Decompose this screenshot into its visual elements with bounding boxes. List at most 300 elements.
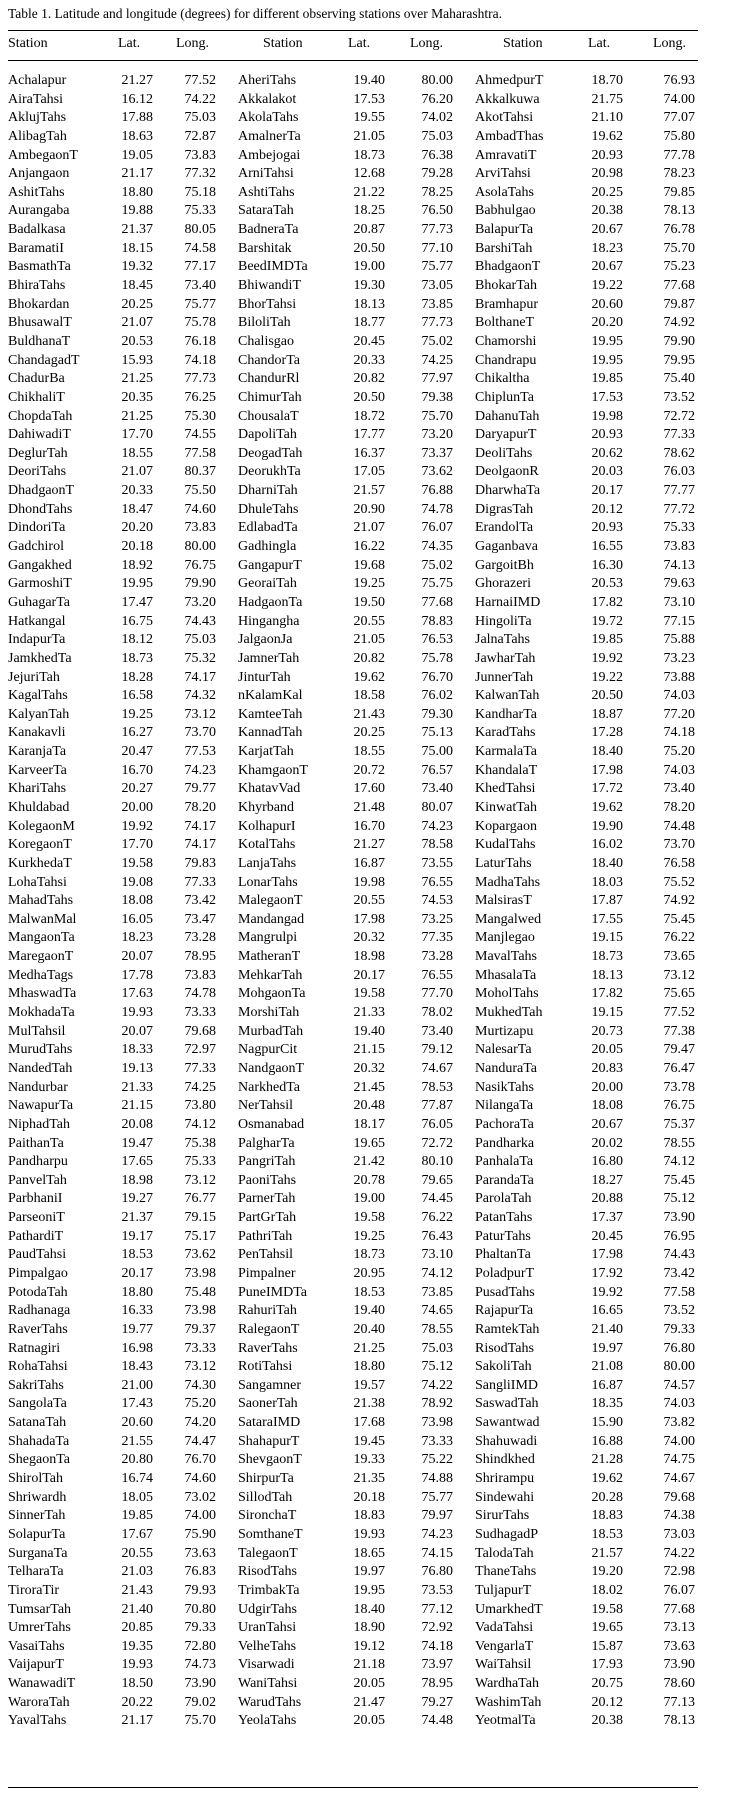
longitude-cell: 77.10 [421, 240, 453, 256]
station-name-cell: ChousalaT [238, 408, 299, 424]
station-name-cell: MangaonTa [8, 930, 75, 946]
station-name-cell: PachoraTa [475, 1116, 534, 1132]
station-name-cell: Babhulgao [475, 203, 536, 219]
longitude-cell: 75.45 [663, 911, 695, 927]
latitude-cell: 20.90 [353, 501, 385, 517]
table-row [8, 352, 698, 371]
latitude-cell: 20.47 [121, 744, 153, 760]
station-name-cell: BadneraTa [238, 222, 299, 238]
latitude-cell: 16.98 [121, 1340, 153, 1356]
station-name-cell: Gadhingla [238, 539, 297, 555]
table-row [8, 1097, 698, 1116]
longitude-cell: 73.47 [184, 911, 216, 927]
station-name-cell: BhokarTah [475, 278, 538, 294]
longitude-cell: 75.30 [184, 408, 216, 424]
station-name-cell: PenTahsil [238, 1247, 294, 1263]
station-name-cell: MokhadaTa [8, 1005, 75, 1021]
latitude-cell: 19.57 [353, 1377, 385, 1393]
table-row [8, 1265, 698, 1284]
longitude-cell: 74.43 [184, 613, 216, 629]
longitude-cell: 76.70 [421, 669, 453, 685]
longitude-cell: 79.90 [663, 333, 695, 349]
longitude-cell: 76.22 [421, 1210, 453, 1226]
station-name-cell: JunnerTah [475, 669, 534, 685]
longitude-cell: 77.73 [421, 222, 453, 238]
latitude-cell: 21.03 [121, 1564, 153, 1580]
latitude-cell: 19.62 [353, 669, 385, 685]
longitude-cell: 74.25 [421, 352, 453, 368]
longitude-cell: 76.43 [421, 1228, 453, 1244]
longitude-cell: 78.25 [421, 184, 453, 200]
longitude-cell: 75.02 [421, 333, 453, 349]
table-row [8, 1116, 698, 1135]
latitude-cell: 19.05 [121, 147, 153, 163]
station-name-cell: Mangrulpi [238, 930, 298, 946]
longitude-cell: 74.43 [663, 1247, 695, 1263]
latitude-cell: 19.33 [353, 1452, 385, 1468]
longitude-cell: 75.03 [421, 1340, 453, 1356]
longitude-cell: 77.15 [663, 613, 695, 629]
latitude-cell: 16.22 [353, 539, 385, 555]
longitude-cell: 75.12 [663, 1191, 695, 1207]
station-name-cell: PaoniTahs [238, 1172, 297, 1188]
station-name-cell: NanduraTa [475, 1060, 537, 1076]
table-row [8, 165, 698, 184]
table-row [8, 687, 698, 706]
latitude-cell: 19.25 [121, 706, 153, 722]
latitude-cell: 19.95 [591, 333, 623, 349]
latitude-cell: 17.53 [353, 91, 385, 107]
latitude-cell: 21.25 [121, 371, 153, 387]
station-name-cell: WaroraTah [8, 1694, 70, 1710]
latitude-cell: 20.38 [591, 1713, 623, 1729]
longitude-cell: 76.75 [184, 557, 216, 573]
longitude-cell: 73.13 [663, 1620, 695, 1636]
table-row [8, 1507, 698, 1526]
longitude-cell: 78.13 [663, 203, 695, 219]
station-name-cell: AheriTahs [238, 73, 297, 88]
longitude-cell: 73.28 [184, 930, 216, 946]
longitude-cell: 73.53 [421, 1582, 453, 1598]
longitude-cell: 72.72 [421, 1135, 453, 1151]
latitude-cell: 21.05 [353, 632, 385, 648]
longitude-cell: 75.00 [421, 744, 453, 760]
longitude-cell: 74.22 [421, 1377, 453, 1393]
station-name-cell: KarmalaTa [475, 744, 537, 760]
station-name-cell: MhaswadTa [8, 986, 77, 1002]
longitude-cell: 73.70 [663, 837, 695, 853]
latitude-cell: 17.60 [353, 781, 385, 797]
station-name-cell: MulTahsil [8, 1023, 66, 1039]
latitude-cell: 21.75 [591, 91, 623, 107]
latitude-cell: 15.93 [121, 352, 153, 368]
station-name-cell: Shahuwadi [475, 1433, 538, 1449]
longitude-cell: 79.28 [421, 166, 453, 182]
station-name-cell: MalsirasT [475, 893, 532, 909]
station-name-cell: Shrirampu [475, 1471, 535, 1487]
latitude-cell: 17.72 [591, 781, 623, 797]
latitude-cell: 19.58 [591, 1601, 623, 1617]
station-name-cell: PathriTah [238, 1228, 293, 1244]
longitude-cell: 73.25 [421, 911, 453, 927]
station-name-cell: WardhaTah [475, 1676, 539, 1692]
table-row [8, 948, 698, 967]
longitude-cell: 75.20 [184, 1396, 216, 1412]
station-name-cell: DeogadTah [238, 445, 303, 461]
station-name-cell: TelharaTa [8, 1564, 64, 1580]
table-row [8, 296, 698, 315]
station-name-cell: Aurangaba [8, 203, 70, 219]
longitude-cell: 79.83 [184, 855, 216, 871]
latitude-cell: 20.18 [121, 539, 153, 555]
latitude-cell: 20.33 [121, 483, 153, 499]
station-name-cell: ShirolTah [8, 1471, 64, 1487]
latitude-cell: 20.38 [591, 203, 623, 219]
longitude-cell: 77.35 [421, 930, 453, 946]
longitude-cell: 73.62 [421, 464, 453, 480]
longitude-cell: 76.70 [184, 1452, 216, 1468]
latitude-cell: 16.80 [591, 1154, 623, 1170]
latitude-cell: 17.88 [121, 110, 153, 126]
station-name-cell: Khuldabad [8, 799, 70, 815]
station-name-cell: ArviTahsi [475, 166, 531, 182]
station-name-cell: KalyanTah [8, 706, 70, 722]
longitude-cell: 76.77 [184, 1191, 216, 1207]
latitude-cell: 19.15 [591, 1005, 623, 1021]
station-name-cell: KhatavVad [238, 781, 301, 797]
longitude-cell: 73.20 [421, 427, 453, 443]
station-name-cell: LanjaTahs [238, 855, 297, 871]
longitude-cell: 73.83 [184, 147, 216, 163]
latitude-cell: 19.00 [353, 259, 385, 275]
latitude-cell: 19.17 [121, 1228, 153, 1244]
latitude-cell: 21.43 [353, 706, 385, 722]
longitude-cell: 73.02 [184, 1489, 216, 1505]
longitude-cell: 75.03 [421, 128, 453, 144]
latitude-cell: 19.35 [121, 1638, 153, 1654]
station-name-cell: NandedTah [8, 1060, 73, 1076]
longitude-cell: 75.78 [421, 650, 453, 666]
longitude-cell: 74.25 [184, 1079, 216, 1095]
latitude-cell: 20.73 [591, 1023, 623, 1039]
table-row [8, 1451, 698, 1470]
longitude-cell: 78.55 [421, 1321, 453, 1337]
longitude-cell: 73.10 [663, 594, 695, 610]
station-name-cell: WaiTahsil [475, 1657, 532, 1673]
longitude-cell: 73.85 [421, 1284, 453, 1300]
longitude-cell: 77.68 [421, 594, 453, 610]
station-name-cell: TumsarTah [8, 1601, 72, 1617]
station-name-cell: EdlabadTa [238, 520, 298, 536]
longitude-cell: 74.55 [184, 427, 216, 443]
latitude-cell: 19.92 [591, 1284, 623, 1300]
latitude-cell: 16.30 [591, 557, 623, 573]
station-name-cell: VasaiTahs [8, 1638, 65, 1654]
longitude-cell: 77.68 [663, 1601, 695, 1617]
latitude-cell: 19.95 [121, 576, 153, 592]
station-name-cell: DharwhaTa [475, 483, 541, 499]
latitude-cell: 19.40 [353, 73, 385, 88]
station-name-cell: Sawantwad [475, 1415, 540, 1431]
latitude-cell: 18.73 [121, 650, 153, 666]
station-name-cell: YeotmalTa [475, 1713, 536, 1729]
station-name-cell: KolhapurI [238, 818, 296, 834]
latitude-cell: 21.00 [121, 1377, 153, 1393]
longitude-cell: 77.72 [663, 501, 695, 517]
longitude-cell: 80.07 [421, 799, 453, 815]
longitude-cell: 76.02 [421, 688, 453, 704]
table-row [8, 1041, 698, 1060]
longitude-cell: 73.90 [663, 1210, 695, 1226]
station-name-cell: AshitTahs [8, 184, 65, 200]
longitude-cell: 74.13 [663, 557, 695, 573]
longitude-cell: 79.33 [184, 1620, 216, 1636]
latitude-cell: 20.50 [353, 240, 385, 256]
table-row [8, 1638, 698, 1657]
table-row [8, 799, 698, 818]
station-name-cell: MohgaonTa [238, 986, 306, 1002]
station-name-cell: SataraIMD [238, 1415, 301, 1431]
station-name-cell: KhedTahsi [475, 781, 536, 797]
station-name-cell: BhusawalT [8, 315, 72, 331]
latitude-cell: 12.68 [353, 166, 385, 182]
table-row [8, 929, 698, 948]
header-lat-3: Lat. [588, 36, 611, 51]
longitude-cell: 80.37 [184, 464, 216, 480]
table-row [8, 519, 698, 538]
station-name-cell: KannadTah [238, 725, 303, 741]
latitude-cell: 20.27 [121, 781, 153, 797]
longitude-cell: 74.18 [184, 352, 216, 368]
latitude-cell: 17.70 [121, 837, 153, 853]
longitude-cell: 75.33 [184, 203, 216, 219]
longitude-cell: 74.22 [184, 91, 216, 107]
latitude-cell: 20.82 [353, 371, 385, 387]
longitude-cell: 74.03 [663, 688, 695, 704]
latitude-cell: 17.53 [591, 389, 623, 405]
station-name-cell: nKalamKal [238, 688, 303, 704]
latitude-cell: 21.37 [121, 222, 153, 238]
station-name-cell: SolapurTa [8, 1526, 66, 1542]
longitude-cell: 74.78 [421, 501, 453, 517]
longitude-cell: 79.63 [663, 576, 695, 592]
longitude-cell: 76.07 [421, 520, 453, 536]
longitude-cell: 76.38 [421, 147, 453, 163]
latitude-cell: 18.92 [121, 557, 153, 573]
latitude-cell: 19.85 [121, 1508, 153, 1524]
latitude-cell: 18.33 [121, 1042, 153, 1058]
longitude-cell: 76.95 [663, 1228, 695, 1244]
latitude-cell: 19.25 [353, 576, 385, 592]
station-name-cell: ChandorTa [238, 352, 301, 368]
longitude-cell: 74.17 [184, 669, 216, 685]
station-name-cell: Bhokardan [8, 296, 70, 312]
longitude-cell: 75.38 [184, 1135, 216, 1151]
station-name-cell: JejuriTah [8, 669, 60, 685]
latitude-cell: 19.25 [353, 1228, 385, 1244]
longitude-cell: 78.20 [184, 799, 216, 815]
longitude-cell: 75.45 [663, 1172, 695, 1188]
station-name-cell: KurkhedaT [8, 855, 72, 871]
latitude-cell: 20.50 [353, 389, 385, 405]
station-name-cell: Pandharka [475, 1135, 535, 1151]
latitude-cell: 21.33 [353, 1005, 385, 1021]
table-row [8, 1228, 698, 1247]
longitude-cell: 79.85 [663, 184, 695, 200]
latitude-cell: 19.45 [353, 1433, 385, 1449]
station-name-cell: BhiraTahs [8, 278, 66, 294]
station-name-cell: BarshiTah [475, 240, 533, 256]
station-name-cell: Osmanabad [238, 1116, 305, 1132]
table-row [8, 389, 698, 408]
latitude-cell: 19.58 [353, 986, 385, 1002]
longitude-cell: 73.23 [663, 650, 695, 666]
table-row [8, 1545, 698, 1564]
latitude-cell: 18.53 [591, 1526, 623, 1542]
latitude-cell: 20.67 [591, 222, 623, 238]
latitude-cell: 17.68 [353, 1415, 385, 1431]
longitude-cell: 73.20 [184, 594, 216, 610]
latitude-cell: 20.55 [121, 1545, 153, 1561]
latitude-cell: 18.05 [121, 1489, 153, 1505]
longitude-cell: 73.82 [663, 1415, 695, 1431]
station-name-cell: DeoliTahs [475, 445, 533, 461]
longitude-cell: 73.12 [184, 1359, 216, 1375]
station-name-cell: Akkalkuwa [475, 91, 540, 107]
longitude-cell: 74.60 [184, 1471, 216, 1487]
latitude-cell: 16.27 [121, 725, 153, 741]
latitude-cell: 17.82 [591, 594, 623, 610]
table-row [8, 370, 698, 389]
latitude-cell: 20.67 [591, 259, 623, 275]
station-name-cell: ShahapurT [238, 1433, 300, 1449]
longitude-cell: 75.37 [663, 1116, 695, 1132]
table-row [8, 128, 698, 147]
station-name-cell: NandgaonT [238, 1060, 305, 1076]
station-name-cell: BasmathTa [8, 259, 71, 275]
longitude-cell: 77.52 [663, 1005, 695, 1021]
latitude-cell: 21.08 [591, 1359, 623, 1375]
table-row [8, 333, 698, 352]
header-long-1: Long. [176, 36, 210, 51]
longitude-cell: 72.98 [663, 1564, 695, 1580]
longitude-cell: 73.33 [421, 1433, 453, 1449]
longitude-cell: 72.87 [184, 128, 216, 144]
latitude-cell: 18.77 [353, 315, 385, 331]
longitude-cell: 74.12 [663, 1154, 695, 1170]
latitude-cell: 18.13 [353, 296, 385, 312]
station-name-cell: NiphadTah [8, 1116, 71, 1132]
latitude-cell: 16.55 [591, 539, 623, 555]
table-row [8, 818, 698, 837]
table-row [8, 1414, 698, 1433]
latitude-cell: 17.28 [591, 725, 623, 741]
latitude-cell: 21.42 [353, 1154, 385, 1170]
station-name-cell: UmrerTahs [8, 1620, 71, 1636]
longitude-cell: 80.05 [184, 222, 216, 238]
latitude-cell: 16.75 [121, 613, 153, 629]
latitude-cell: 21.22 [353, 184, 385, 200]
station-name-cell: AlibagTah [8, 128, 67, 144]
latitude-cell: 21.05 [353, 128, 385, 144]
table-row [8, 314, 698, 333]
longitude-cell: 75.88 [663, 632, 695, 648]
longitude-cell: 73.40 [421, 781, 453, 797]
longitude-cell: 75.80 [663, 128, 695, 144]
station-name-cell: PuneIMDTa [238, 1284, 308, 1300]
table-row [8, 594, 698, 613]
table-row [8, 1712, 698, 1731]
header-rule [8, 60, 698, 61]
latitude-cell: 16.70 [121, 762, 153, 778]
station-name-cell: JinturTah [238, 669, 291, 685]
latitude-cell: 21.38 [353, 1396, 385, 1412]
latitude-cell: 18.58 [353, 688, 385, 704]
longitude-cell: 73.65 [663, 949, 695, 965]
longitude-cell: 78.53 [421, 1079, 453, 1095]
station-name-cell: Murtizapu [475, 1023, 534, 1039]
station-name-cell: Ambejogai [238, 147, 301, 163]
station-name-cell: DhadgaonT [8, 483, 75, 499]
longitude-cell: 74.45 [421, 1191, 453, 1207]
latitude-cell: 20.67 [591, 1116, 623, 1132]
header-station-3: Station [503, 36, 543, 51]
longitude-cell: 73.78 [663, 1079, 695, 1095]
table-row [8, 408, 698, 427]
station-name-cell: DahiwadiT [8, 427, 71, 443]
station-name-cell: Kanakavli [8, 725, 66, 741]
station-name-cell: PusadTahs [475, 1284, 535, 1300]
latitude-cell: 19.62 [591, 128, 623, 144]
latitude-cell: 19.95 [353, 1582, 385, 1598]
latitude-cell: 19.97 [353, 1564, 385, 1580]
longitude-cell: 78.95 [421, 1676, 453, 1692]
longitude-cell: 73.40 [184, 278, 216, 294]
table-row [8, 1563, 698, 1582]
longitude-cell: 76.03 [663, 464, 695, 480]
latitude-cell: 18.08 [121, 893, 153, 909]
station-name-cell: JamkhedTa [8, 650, 72, 666]
longitude-cell: 73.98 [421, 1415, 453, 1431]
station-name-cell: DhuleTahs [238, 501, 299, 517]
latitude-cell: 17.05 [353, 464, 385, 480]
station-name-cell: SakriTahs [8, 1377, 64, 1393]
latitude-cell: 16.88 [591, 1433, 623, 1449]
latitude-cell: 18.08 [591, 1098, 623, 1114]
station-name-cell: DharniTah [238, 483, 298, 499]
table-row [8, 1246, 698, 1265]
longitude-cell: 74.15 [421, 1545, 453, 1561]
station-name-cell: RalegaonT [238, 1321, 300, 1337]
latitude-cell: 21.47 [353, 1694, 385, 1710]
longitude-cell: 73.85 [421, 296, 453, 312]
station-name-cell: KhandalaT [475, 762, 538, 778]
longitude-cell: 76.55 [421, 874, 453, 890]
longitude-cell: 77.12 [421, 1601, 453, 1617]
table-row [8, 202, 698, 221]
longitude-cell: 75.32 [184, 650, 216, 666]
station-name-cell: PartGrTah [238, 1210, 297, 1226]
station-name-cell: KandharTa [475, 706, 537, 722]
latitude-cell: 20.50 [591, 688, 623, 704]
latitude-cell: 18.55 [353, 744, 385, 760]
latitude-cell: 17.92 [591, 1266, 623, 1281]
station-name-cell: LohaTahsi [8, 874, 67, 890]
station-name-cell: AkolaTahs [238, 110, 299, 126]
latitude-cell: 18.53 [353, 1284, 385, 1300]
station-name-cell: DigrasTah [475, 501, 534, 517]
longitude-cell: 80.00 [184, 539, 216, 555]
